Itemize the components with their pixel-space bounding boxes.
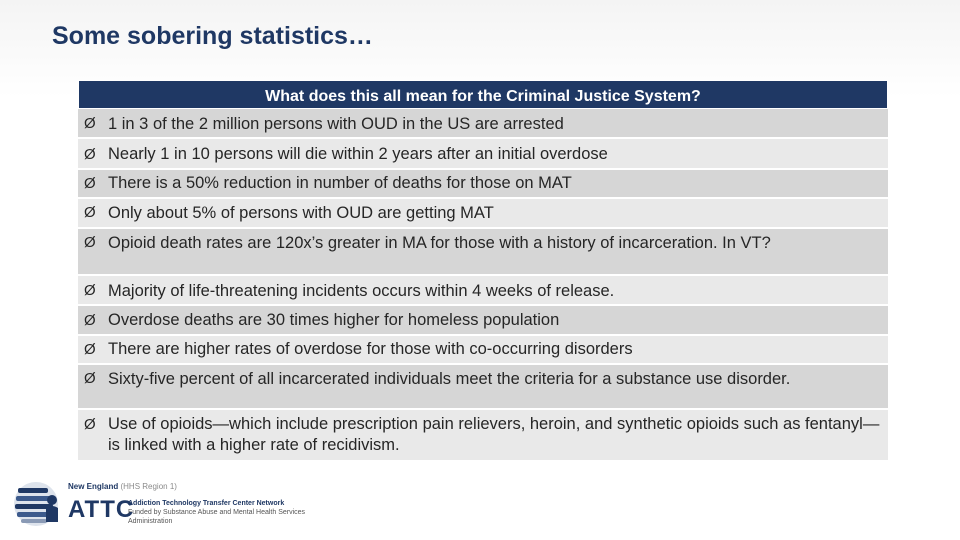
row-text: There are higher rates of overdose for those with co-occurring disorders	[108, 340, 633, 358]
row-text: Nearly 1 in 10 persons will die within 2 years after an initial overdose	[108, 145, 608, 163]
arrow-bullet-icon: Ø	[84, 370, 96, 387]
arrow-bullet-icon: Ø	[84, 115, 96, 132]
row-text: There is a 50% reduction in number of deaths for those on MAT	[108, 174, 572, 192]
logo-region: New England	[68, 482, 119, 491]
row-text: 1 in 3 of the 2 million persons with OUD in the US are arrested	[108, 115, 564, 133]
page-title: Some sobering statistics…	[52, 22, 373, 50]
table-row	[78, 109, 888, 139]
arrow-bullet-icon: Ø	[84, 175, 96, 192]
table-row	[78, 170, 888, 199]
table-header: What does this all mean for the Criminal Justice System?	[78, 80, 888, 109]
row-text: Only about 5% of persons with OUD are getting MAT	[108, 204, 494, 222]
row-text: Opioid death rates are 120x’s greater in MA for those with a history of incarceration. In VT?	[108, 234, 771, 252]
table-row	[78, 199, 888, 229]
logo-name: ATTC	[68, 496, 135, 523]
table-row	[78, 276, 888, 306]
arrow-bullet-icon: Ø	[84, 312, 96, 329]
table-row	[78, 229, 888, 276]
arrow-bullet-icon: Ø	[84, 146, 96, 163]
row-text: Use of opioids—which include prescription pain relievers, heroin, and synthetic opioids such as fentanyl—is linked with a higher rate of recidivism.	[108, 415, 880, 454]
logo-funded: Funded by Substance Abuse and Mental Health Services Administration	[128, 509, 306, 525]
table-row	[78, 410, 888, 462]
table-row	[78, 365, 888, 410]
arrow-bullet-icon: Ø	[84, 416, 96, 433]
table-row	[78, 306, 888, 336]
logo-region-sub: (HHS Region 1)	[120, 482, 177, 491]
row-text: Sixty-five percent of all incarcerated individuals meet the criteria for a substance use disorder.	[108, 370, 791, 388]
attc-globe-icon	[12, 478, 64, 530]
arrow-bullet-icon: Ø	[84, 234, 96, 251]
arrow-bullet-icon: Ø	[84, 341, 96, 358]
arrow-bullet-icon: Ø	[84, 204, 96, 221]
statistics-table	[78, 80, 888, 462]
table-row	[78, 139, 888, 170]
row-text: Majority of life-threatening incidents occurs within 4 weeks of release.	[108, 282, 615, 300]
table-row	[78, 336, 888, 365]
row-text: Overdose deaths are 30 times higher for homeless population	[108, 311, 560, 329]
attc-logo	[12, 476, 312, 532]
logo-network: Addiction Technology Transfer Center Network	[128, 500, 285, 507]
arrow-bullet-icon: Ø	[84, 282, 96, 299]
